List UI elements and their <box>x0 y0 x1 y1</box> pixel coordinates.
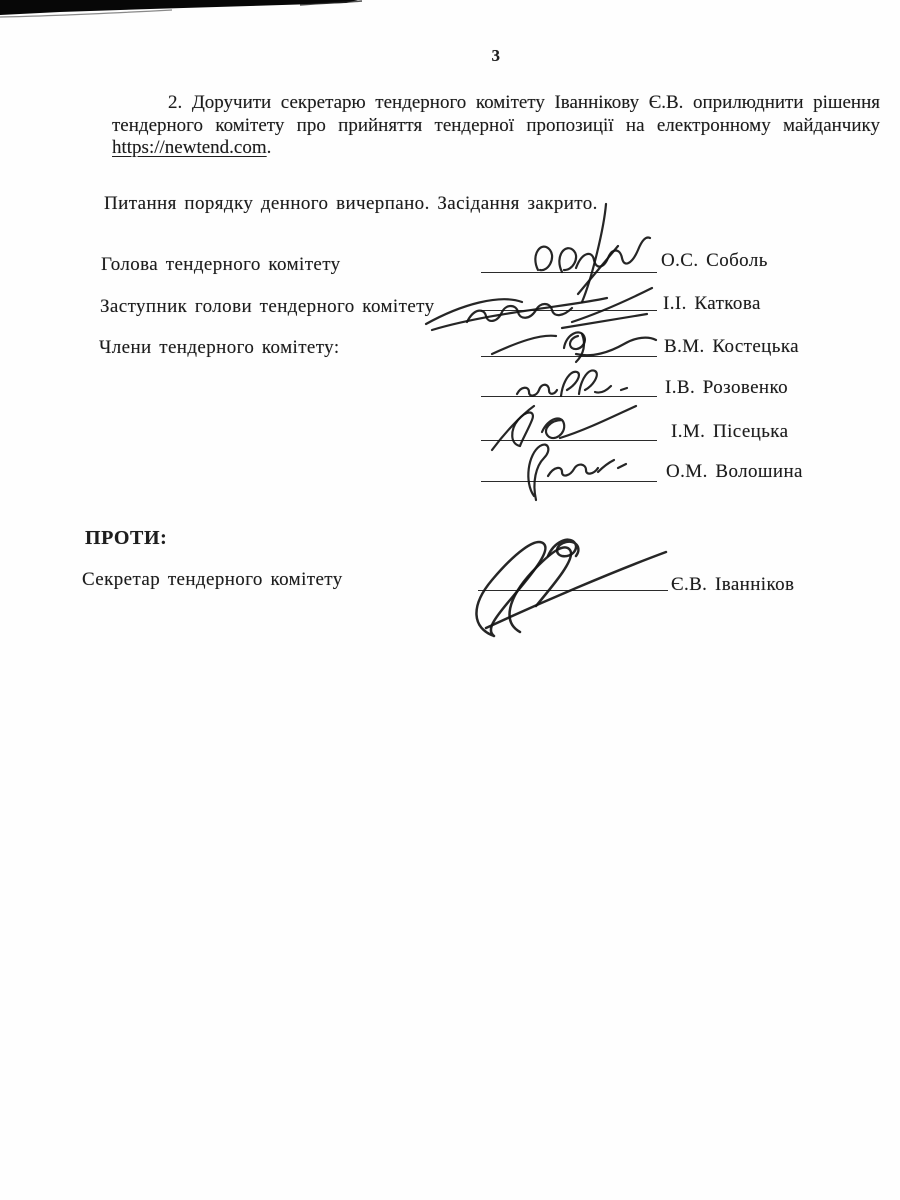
signatory-name-kostetska: В.М. Костецька <box>664 336 799 357</box>
signatory-name-sobol: О.С. Соболь <box>661 250 768 271</box>
signatory-name-katkova: І.І. Каткова <box>663 293 761 314</box>
closing-statement: Питання порядку денного вичерпано. Засідання закрито. <box>104 193 598 214</box>
page-number: 3 <box>491 46 501 65</box>
paragraph-line-3 <box>112 137 880 160</box>
newtend-link: https://newtend.com <box>112 137 267 159</box>
signature-ivannikov <box>452 528 672 640</box>
row-label-deputy: Заступник голови тендерного комітету <box>100 296 435 317</box>
row-label-head: Голова тендерного комітету <box>101 254 341 275</box>
signatory-name-voloshyna: О.М. Волошина <box>666 461 803 482</box>
link-period: . <box>266 137 272 159</box>
signature-kostetska <box>488 318 660 364</box>
paragraph-line-1: 2. Доручити секретарю тендерного комітету Іваннікову Є.В. оприлюднити рішення <box>168 92 880 113</box>
signatory-name-pisetska: І.М. Пісецька <box>671 421 789 442</box>
signatory-name-rozovenko: І.В. Розовенко <box>665 377 789 398</box>
resolution-paragraph <box>112 92 880 160</box>
signatory-name-ivannikov: Є.В. Іванніков <box>671 574 795 595</box>
against-heading: ПРОТИ: <box>85 527 168 549</box>
row-label-secretary: Секретар тендерного комітету <box>82 569 343 590</box>
signature-voloshyna <box>512 438 630 504</box>
scan-smudge-artifact <box>0 0 640 24</box>
paragraph-line-2: тендерного комітету про прийняття тендерної пропозиції на електронному майданчику <box>112 114 880 136</box>
row-label-members: Члени тендерного комітету: <box>99 337 340 358</box>
